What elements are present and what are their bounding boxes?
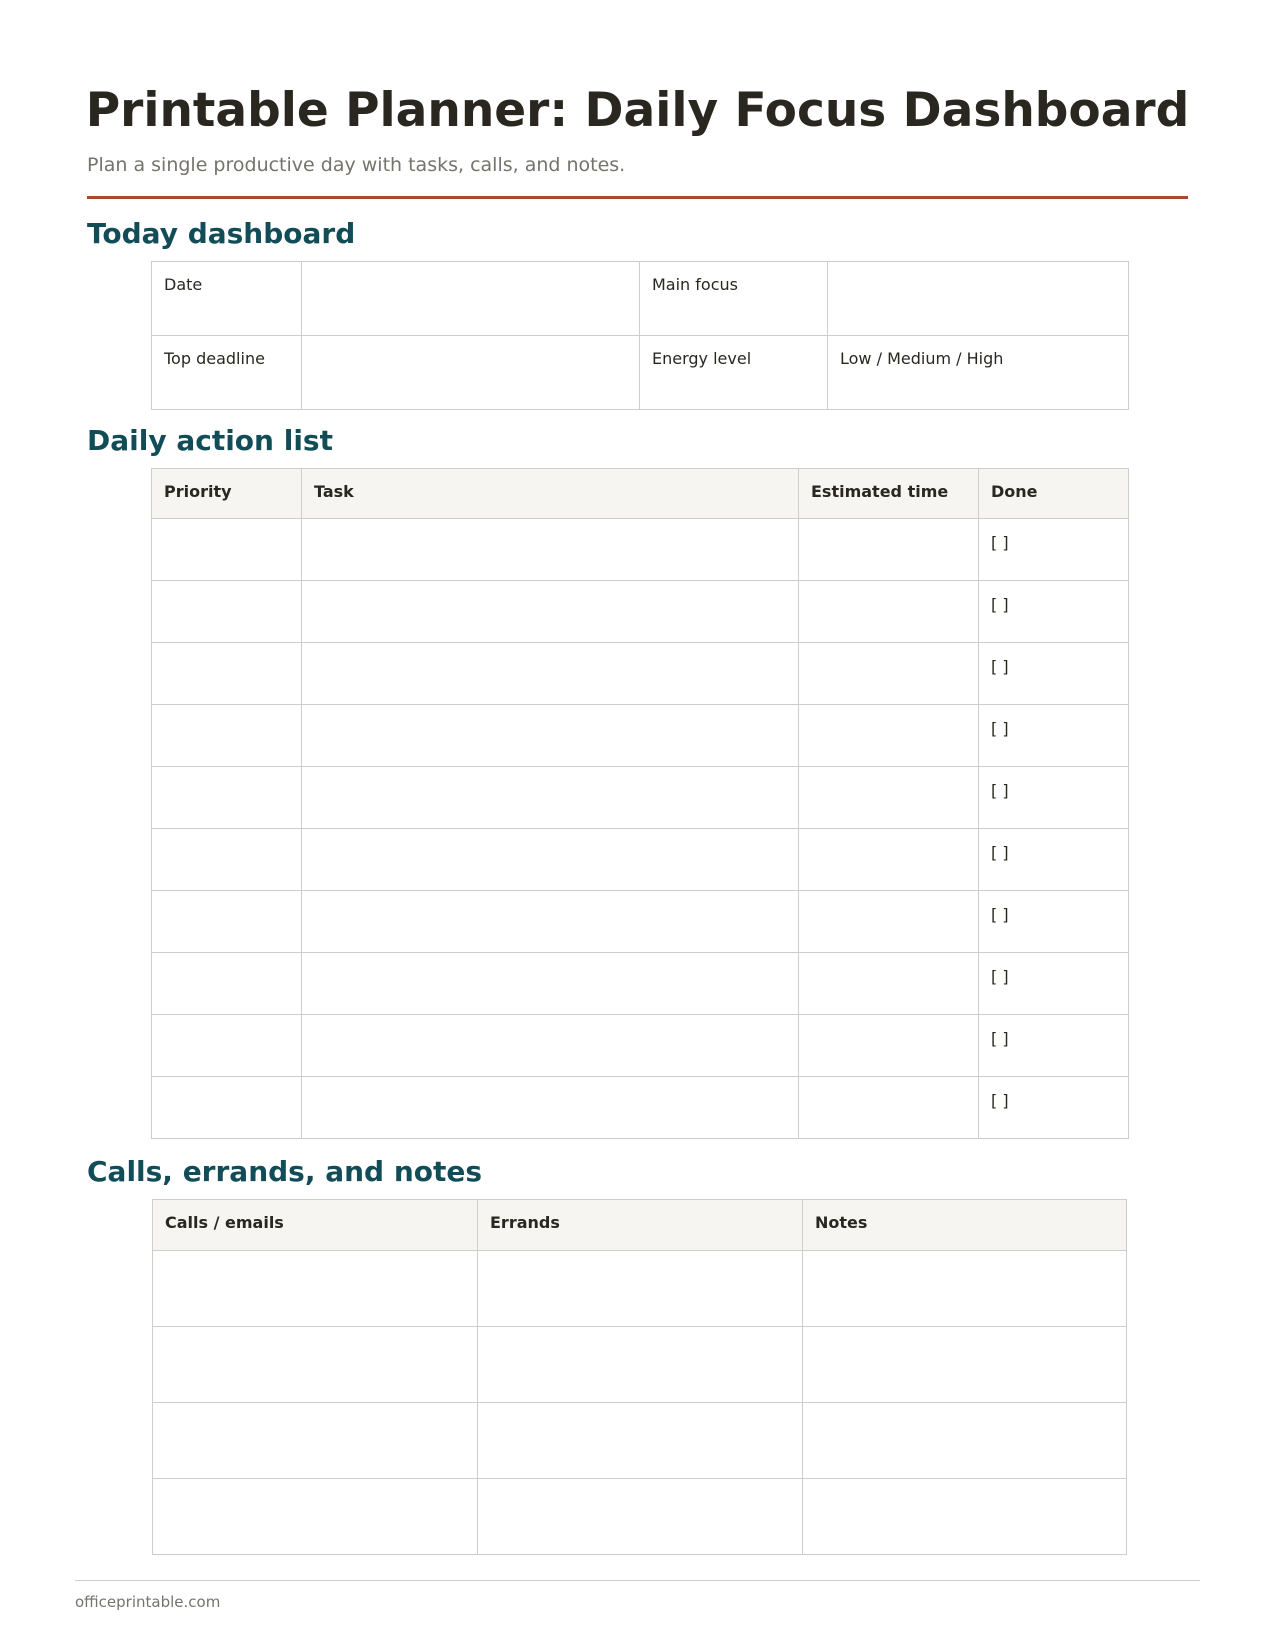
- table-row: [152, 519, 1129, 581]
- estimated-time-cell[interactable]: [799, 643, 979, 705]
- done-checkbox[interactable]: [ ]: [979, 705, 1129, 767]
- done-checkbox[interactable]: [ ]: [979, 891, 1129, 953]
- estimated-time-cell[interactable]: [799, 1077, 979, 1139]
- notes-section-heading: Calls, errands, and notes: [87, 1155, 483, 1188]
- priority-cell[interactable]: [152, 1015, 302, 1077]
- calls-emails-cell[interactable]: [153, 1251, 478, 1327]
- task-cell[interactable]: [302, 767, 799, 829]
- priority-cell[interactable]: [152, 767, 302, 829]
- notes-table: [152, 1199, 1127, 1555]
- calls-emails-cell[interactable]: [153, 1327, 478, 1403]
- priority-cell[interactable]: [152, 519, 302, 581]
- done-checkbox[interactable]: [ ]: [979, 1077, 1129, 1139]
- table-row: [152, 1015, 1129, 1077]
- errands-cell[interactable]: [478, 1327, 803, 1403]
- table-row: [153, 1479, 1127, 1555]
- energy-level-field[interactable]: Low / Medium / High: [828, 336, 1129, 410]
- priority-cell[interactable]: [152, 953, 302, 1015]
- notes-cell[interactable]: [803, 1251, 1127, 1327]
- notes-cell[interactable]: [803, 1403, 1127, 1479]
- main-focus-label: Main focus: [640, 262, 828, 336]
- column-header-calls-emails: Calls / emails: [153, 1200, 478, 1251]
- estimated-time-cell[interactable]: [799, 767, 979, 829]
- table-row: [153, 1251, 1127, 1327]
- priority-cell[interactable]: [152, 705, 302, 767]
- task-cell[interactable]: [302, 891, 799, 953]
- task-cell[interactable]: [302, 829, 799, 891]
- done-checkbox[interactable]: [ ]: [979, 519, 1129, 581]
- priority-cell[interactable]: [152, 643, 302, 705]
- estimated-time-cell[interactable]: [799, 1015, 979, 1077]
- date-field[interactable]: [302, 262, 640, 336]
- dashboard-row: [152, 336, 1129, 410]
- table-row: [152, 829, 1129, 891]
- main-focus-field[interactable]: [828, 262, 1129, 336]
- action-list-table: [151, 468, 1129, 1139]
- column-header-estimated-time: Estimated time: [799, 469, 979, 519]
- errands-cell[interactable]: [478, 1251, 803, 1327]
- table-row: [153, 1403, 1127, 1479]
- calls-emails-cell[interactable]: [153, 1403, 478, 1479]
- estimated-time-cell[interactable]: [799, 581, 979, 643]
- top-deadline-field[interactable]: [302, 336, 640, 410]
- table-row: [152, 1077, 1129, 1139]
- estimated-time-cell[interactable]: [799, 829, 979, 891]
- priority-cell[interactable]: [152, 1077, 302, 1139]
- dashboard-table: [151, 261, 1129, 410]
- priority-cell[interactable]: [152, 581, 302, 643]
- energy-level-label: Energy level: [640, 336, 828, 410]
- footer-site: officeprintable.com: [75, 1593, 221, 1611]
- task-cell[interactable]: [302, 519, 799, 581]
- top-deadline-label: Top deadline: [152, 336, 302, 410]
- task-cell[interactable]: [302, 581, 799, 643]
- done-checkbox[interactable]: [ ]: [979, 1015, 1129, 1077]
- notes-cell[interactable]: [803, 1327, 1127, 1403]
- table-row: [152, 705, 1129, 767]
- done-checkbox[interactable]: [ ]: [979, 767, 1129, 829]
- page-subtitle: Plan a single productive day with tasks, calls, and notes.: [87, 154, 626, 176]
- priority-cell[interactable]: [152, 891, 302, 953]
- date-label: Date: [152, 262, 302, 336]
- table-row: [152, 767, 1129, 829]
- column-header-done: Done: [979, 469, 1129, 519]
- estimated-time-cell[interactable]: [799, 953, 979, 1015]
- estimated-time-cell[interactable]: [799, 891, 979, 953]
- column-header-notes: Notes: [803, 1200, 1127, 1251]
- column-header-priority: Priority: [152, 469, 302, 519]
- done-checkbox[interactable]: [ ]: [979, 643, 1129, 705]
- column-header-errands: Errands: [478, 1200, 803, 1251]
- notes-cell[interactable]: [803, 1479, 1127, 1555]
- done-checkbox[interactable]: [ ]: [979, 581, 1129, 643]
- table-header-row: [152, 469, 1129, 519]
- errands-cell[interactable]: [478, 1403, 803, 1479]
- action-list-heading: Daily action list: [87, 424, 333, 457]
- page-title: Printable Planner: Daily Focus Dashboard: [85, 83, 1190, 138]
- table-row: [153, 1327, 1127, 1403]
- errands-cell[interactable]: [478, 1479, 803, 1555]
- table-row: [152, 953, 1129, 1015]
- column-header-task: Task: [302, 469, 799, 519]
- task-cell[interactable]: [302, 643, 799, 705]
- table-header-row: [153, 1200, 1127, 1251]
- table-row: [152, 643, 1129, 705]
- done-checkbox[interactable]: [ ]: [979, 953, 1129, 1015]
- dashboard-heading: Today dashboard: [87, 217, 356, 250]
- table-row: [152, 891, 1129, 953]
- calls-emails-cell[interactable]: [153, 1479, 478, 1555]
- task-cell[interactable]: [302, 953, 799, 1015]
- priority-cell[interactable]: [152, 829, 302, 891]
- estimated-time-cell[interactable]: [799, 519, 979, 581]
- task-cell[interactable]: [302, 1077, 799, 1139]
- estimated-time-cell[interactable]: [799, 705, 979, 767]
- footer-divider: [75, 1580, 1200, 1581]
- task-cell[interactable]: [302, 705, 799, 767]
- dashboard-row: [152, 262, 1129, 336]
- task-cell[interactable]: [302, 1015, 799, 1077]
- title-divider: [87, 196, 1188, 199]
- table-row: [152, 581, 1129, 643]
- done-checkbox[interactable]: [ ]: [979, 829, 1129, 891]
